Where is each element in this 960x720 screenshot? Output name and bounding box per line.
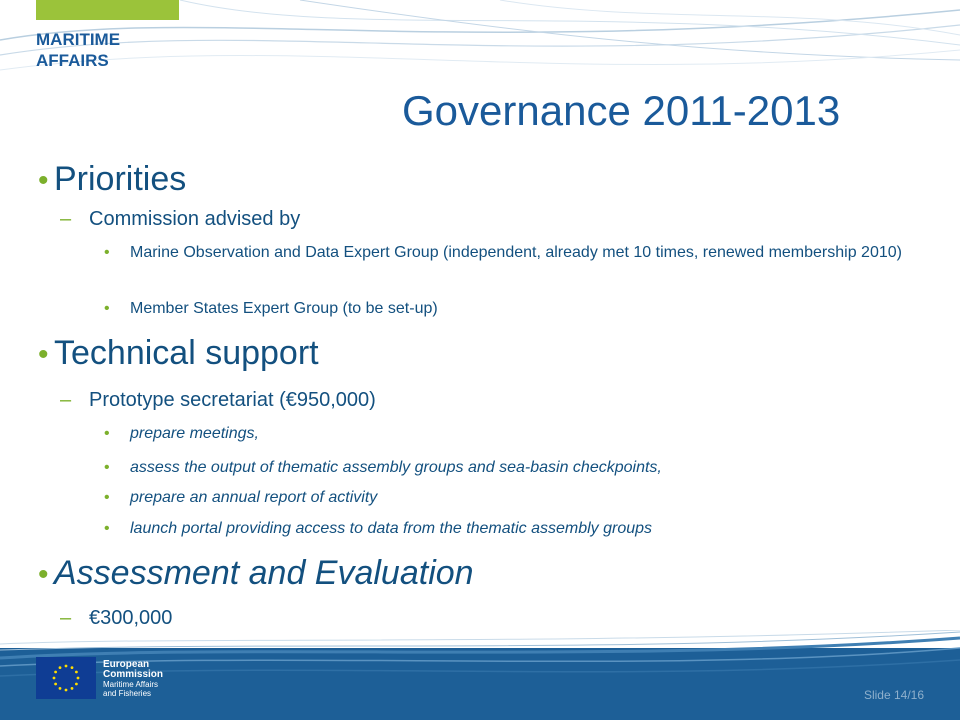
slide-number: Slide 14/16 [863, 688, 924, 702]
eu-stars-icon [36, 657, 96, 699]
dash-icon: – [60, 607, 72, 629]
eu-flag-logo [36, 657, 96, 699]
bullet-icon: • [38, 558, 49, 591]
list-item: • launch portal providing access to data from the thematic assembly groups [104, 520, 653, 537]
list-item: • assess the output of thematic assembly groups and sea-basin checkpoints, [104, 459, 662, 476]
dash-icon: – [60, 389, 72, 411]
brand-line-1: MARITIME [36, 30, 121, 49]
sub-assessment-budget: – €300,000 [60, 607, 173, 629]
green-accent-tab [36, 0, 179, 20]
sub-commission-advised: – Commission advised by [60, 208, 301, 230]
eu-commission-label: European Commission Maritime Affairs and Fisheries [103, 659, 164, 698]
bullet-icon: • [104, 489, 110, 506]
list-item: • prepare an annual report of activity [104, 489, 378, 506]
bullet-icon: • [104, 520, 110, 537]
bullet-icon: • [104, 300, 110, 317]
slide-title: Governance 2011-2013 [402, 87, 841, 134]
brand-line-2: AFFAIRS [36, 51, 109, 70]
heading-assessment-evaluation: • Assessment and Evaluation [38, 553, 474, 595]
bullet-icon: • [104, 459, 110, 476]
bullet-icon: • [104, 244, 110, 261]
bullet-icon: • [104, 425, 110, 442]
dash-icon: – [60, 208, 72, 230]
list-item: • prepare meetings, [104, 425, 259, 442]
heading-priorities: • Priorities [38, 159, 186, 201]
heading-technical-support: • Technical support [38, 333, 319, 375]
bullet-icon: • [38, 164, 49, 197]
bullet-icon: • [38, 338, 49, 371]
list-item: • Member States Expert Group (to be set-up) [104, 300, 438, 317]
sub-prototype-secretariat: – Prototype secretariat (€950,000) [60, 389, 376, 411]
brand-label [36, 29, 120, 71]
list-item: • Marine Observation and Data Expert Group (independent, already met 10 times, renewed membership 2010) [104, 244, 902, 261]
